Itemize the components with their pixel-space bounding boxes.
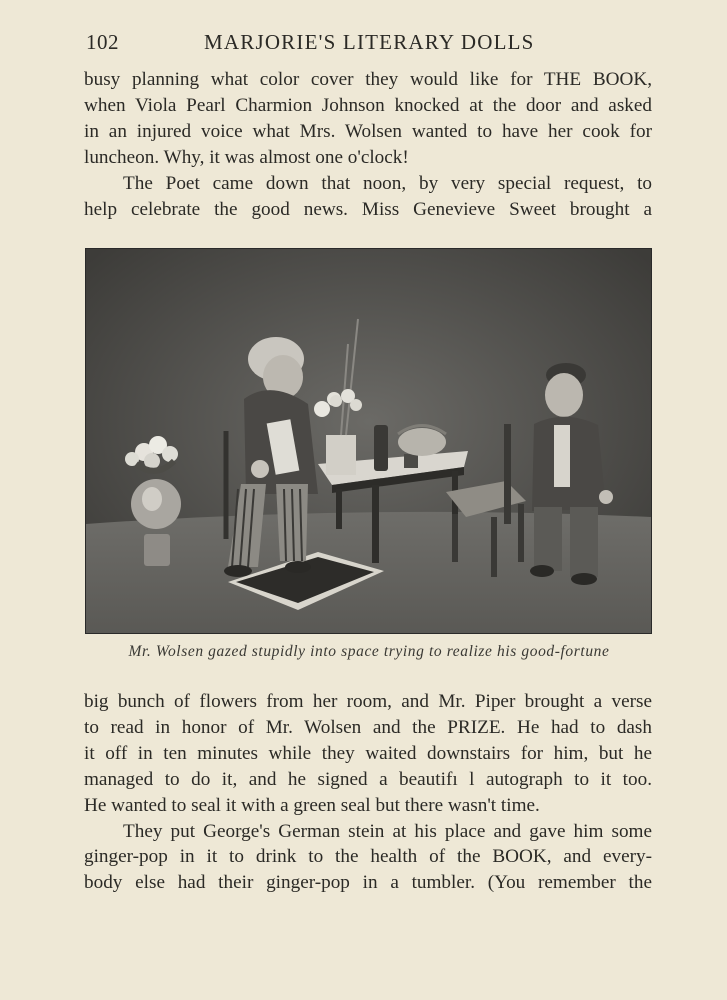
doll-photograph bbox=[85, 248, 652, 634]
text-line: when Viola Pearl Charmion Johnson knocked at the door and asked bbox=[84, 94, 652, 116]
text-line: to read in honor of Mr. Wolsen and the PRIZE. He had to dash bbox=[84, 716, 652, 738]
text-line: managed to do it, and he signed a beautifı l autograph to it too. bbox=[84, 768, 652, 790]
text-line: in an injured voice what Mrs. Wolsen wanted to have her cook for bbox=[84, 120, 652, 142]
text-block-bottom bbox=[84, 689, 652, 896]
paragraph bbox=[84, 67, 652, 171]
text-line: The Poet came down that noon, by very special request, to bbox=[123, 172, 652, 194]
paragraph bbox=[84, 171, 652, 223]
running-title: MARJORIE'S LITERARY DOLLS bbox=[204, 30, 535, 54]
text-line: big bunch of flowers from her room, and Mr. Piper brought a verse bbox=[84, 691, 652, 712]
text-line: They put George's German stein at his place and gave him some bbox=[123, 820, 652, 842]
paragraph bbox=[84, 819, 652, 897]
text-line: busy planning what color cover they would like for THE BOOK, bbox=[84, 69, 652, 90]
paragraph bbox=[84, 689, 652, 819]
text-line: body else had their ginger-pop in a tumbler. (You remember the bbox=[84, 872, 652, 894]
page-number: 102 bbox=[86, 30, 119, 54]
text-block-top bbox=[84, 67, 652, 222]
text-line: luncheon. Why, it was almost one o'clock! bbox=[84, 146, 409, 168]
text-line: ginger-pop in it to drink to the health of the BOOK, and every- bbox=[84, 846, 652, 868]
text-line: it off in ten minutes while they waited downstairs for him, but he bbox=[84, 742, 652, 764]
photo-caption: Mr. Wolsen gazed stupidly into space trying to realize his good-fortune bbox=[128, 643, 610, 660]
text-line: help celebrate the good news. Miss Genevieve Sweet brought a bbox=[84, 198, 652, 220]
text-line: He wanted to seal it with a green seal but there wasn't time. bbox=[84, 794, 540, 816]
